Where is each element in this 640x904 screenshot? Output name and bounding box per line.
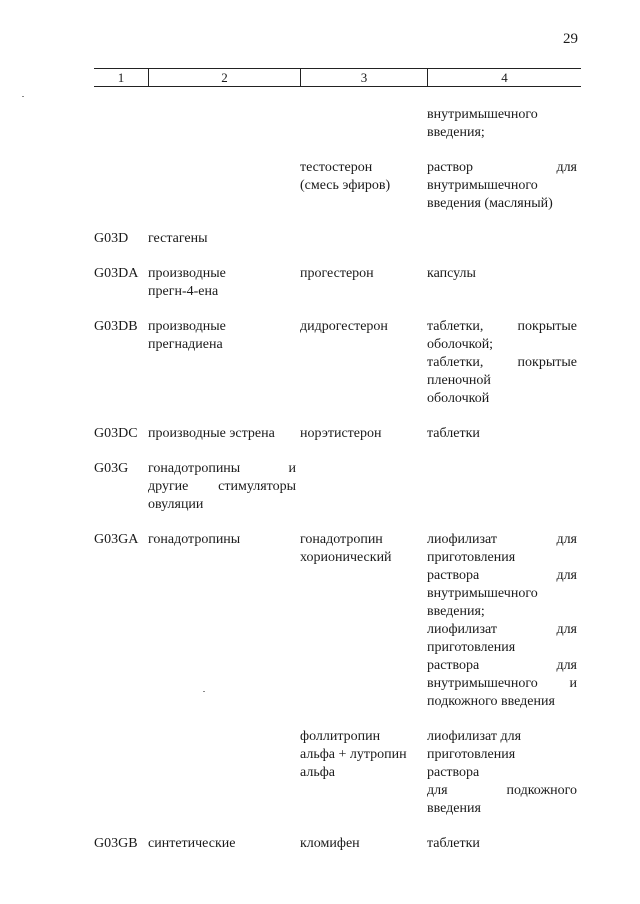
scan-speck xyxy=(22,96,24,97)
drug-line: альфа xyxy=(300,765,335,780)
group-line: другие стимуляторы xyxy=(148,479,296,494)
dosage-line: лиофилизат для xyxy=(427,729,522,744)
drug-name xyxy=(300,159,427,213)
dosage-line: приготовления xyxy=(427,550,516,565)
dosage-line: раствора xyxy=(427,765,480,780)
group-name xyxy=(148,265,300,301)
group-line: производные эстрена xyxy=(148,426,275,441)
group-line: синтетические xyxy=(148,836,236,851)
dosage-form xyxy=(427,230,581,248)
atc-code: G03DB xyxy=(94,319,138,334)
drug-name xyxy=(300,835,427,853)
dosage-line: лиофилизат для xyxy=(427,622,577,637)
table-row xyxy=(94,318,581,408)
page-number: 29 xyxy=(563,31,578,47)
group-line: гонадотропины xyxy=(148,532,241,547)
table-row xyxy=(94,531,581,711)
drug-line: (смесь эфиров) xyxy=(300,178,391,193)
drug-name xyxy=(300,425,427,443)
atc-code: G03D xyxy=(94,231,129,246)
group-name xyxy=(148,728,300,818)
group-line: производные xyxy=(148,266,226,281)
table-row xyxy=(94,265,581,301)
table-row xyxy=(94,159,581,213)
group-name xyxy=(148,835,300,853)
atc-code xyxy=(94,159,148,213)
atc-code: G03DC xyxy=(94,426,138,441)
group-line: овуляции xyxy=(148,497,204,512)
table-row xyxy=(94,106,581,142)
group-line: прегн-4-ена xyxy=(148,284,219,299)
dosage-line: для подкожного xyxy=(427,783,577,798)
group-name xyxy=(148,531,300,711)
dosage-line: таблетки, покрытые xyxy=(427,319,577,334)
group-name xyxy=(148,230,300,248)
dosage-line: введения; xyxy=(427,125,485,140)
dosage-line: внутримышечного xyxy=(427,107,538,122)
dosage-line: подкожного введения xyxy=(427,694,555,709)
drug-line: тестостерон xyxy=(300,160,373,175)
drug-line: дидрогестерон xyxy=(300,319,388,334)
table-row xyxy=(94,230,581,248)
dosage-line: введения; xyxy=(427,604,485,619)
group-name xyxy=(148,159,300,213)
dosage-line: лиофилизат для xyxy=(427,532,577,547)
dosage-form xyxy=(427,460,581,514)
drug-line: прогестерон xyxy=(300,266,374,281)
group-name xyxy=(148,460,300,514)
atc-code: G03DA xyxy=(94,266,139,281)
table-row xyxy=(94,460,581,514)
drug-name xyxy=(300,531,427,711)
dosage-line: таблетки, покрытые xyxy=(427,355,577,370)
drug-name xyxy=(300,318,427,408)
dosage-form xyxy=(427,159,581,213)
atc-code xyxy=(94,728,148,818)
drug-line: хорионический xyxy=(300,550,392,565)
dosage-line: введения (масляный) xyxy=(427,196,553,211)
dosage-line: раствор для xyxy=(427,160,577,175)
dosage-line: раствора для xyxy=(427,568,577,583)
dosage-line: оболочкой xyxy=(427,391,490,406)
dosage-form xyxy=(427,318,581,408)
atc-code: G03G xyxy=(94,461,129,476)
dosage-line: таблетки xyxy=(427,426,480,441)
dosage-form xyxy=(427,425,581,443)
dosage-line: внутримышечного xyxy=(427,178,538,193)
dosage-form xyxy=(427,106,581,142)
drug-name xyxy=(300,230,427,248)
dosage-form xyxy=(427,728,581,818)
dosage-line: внутримышечного и xyxy=(427,676,577,691)
drug-name xyxy=(300,106,427,142)
drug-line: гонадотропин xyxy=(300,532,383,547)
group-line: гонадотропины и xyxy=(148,461,296,476)
dosage-line: внутримышечного xyxy=(427,586,538,601)
atc-code: G03GA xyxy=(94,532,139,547)
group-line: прегнадиена xyxy=(148,337,223,352)
header-col-3: 3 xyxy=(300,69,427,86)
drug-name xyxy=(300,265,427,301)
dosage-form xyxy=(427,265,581,301)
dosage-line: таблетки xyxy=(427,836,480,851)
header-col-1: 1 xyxy=(117,70,125,85)
table-row xyxy=(94,728,581,818)
group-name xyxy=(148,425,300,443)
drug-name xyxy=(300,460,427,514)
atc-code xyxy=(94,106,148,142)
dosage-form xyxy=(427,835,581,853)
drug-table xyxy=(94,68,581,870)
dosage-line: приготовления xyxy=(427,640,516,655)
drug-name xyxy=(300,728,427,818)
drug-line: фоллитропин xyxy=(300,729,381,744)
group-name xyxy=(148,318,300,408)
group-line: гестагены xyxy=(148,231,208,246)
header-col-2: 2 xyxy=(148,69,300,86)
drug-line: кломифен xyxy=(300,836,360,851)
dosage-line: пленочной xyxy=(427,373,491,388)
table-row xyxy=(94,835,581,853)
drug-line: норэтистерон xyxy=(300,426,382,441)
table-row xyxy=(94,425,581,443)
dosage-line: приготовления xyxy=(427,747,516,762)
table-header xyxy=(94,68,581,87)
group-name xyxy=(148,106,300,142)
dosage-line: введения xyxy=(427,801,481,816)
drug-line: альфа + лутропин xyxy=(300,747,407,762)
header-col-4: 4 xyxy=(427,69,581,86)
atc-code: G03GB xyxy=(94,836,138,851)
group-line: производные xyxy=(148,319,226,334)
dosage-form xyxy=(427,531,581,711)
dosage-line: оболочкой; xyxy=(427,337,494,352)
dosage-line: раствора для xyxy=(427,658,577,673)
table-body xyxy=(94,106,581,853)
dosage-line: капсулы xyxy=(427,266,476,281)
